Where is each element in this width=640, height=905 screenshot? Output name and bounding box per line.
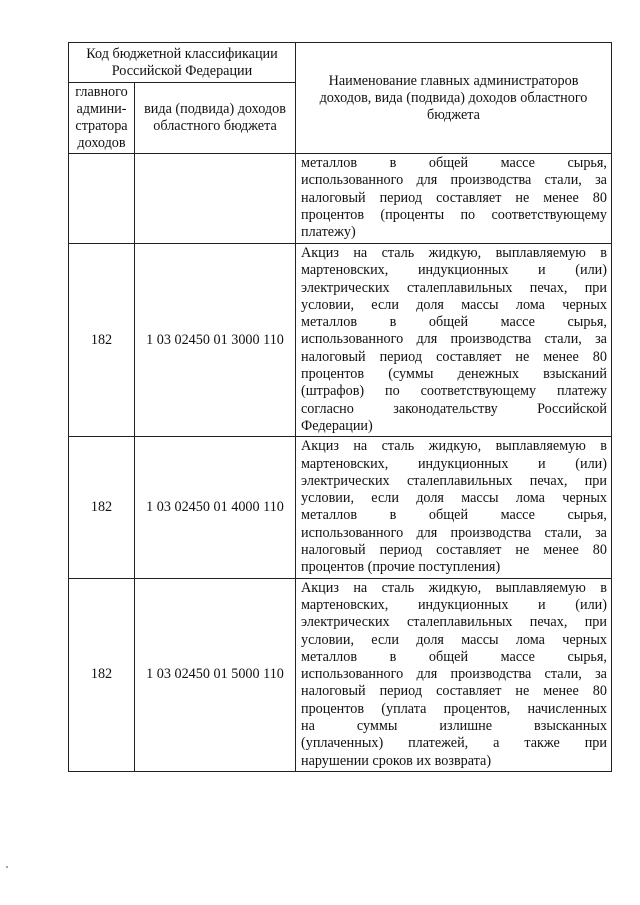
description-line: мартеновских, индукционных и (или) xyxy=(301,596,607,613)
header-admin-label: главного админи-стратора доходов xyxy=(75,84,128,151)
description-line: налоговый период составляет не менее 80 xyxy=(301,189,607,206)
table-row xyxy=(69,437,612,578)
description-line: налоговый период составляет не менее 80 xyxy=(301,542,607,559)
description-line: электрических сталеплавильных печах, при xyxy=(301,472,607,489)
description-line: металлов в общей массе сырья, xyxy=(301,314,607,331)
header-name-column: Наименование главных администраторов доходов, вида (подвида) доходов областного бюджета xyxy=(296,43,612,154)
table-body xyxy=(69,154,612,772)
description-line: мартеновских, индукционных и (или) xyxy=(301,262,607,279)
revenue-description-cell xyxy=(296,578,612,771)
description-line: использованного для производства стали, за xyxy=(301,524,607,541)
revenue-code-cell: 1 03 02450 01 4000 110 xyxy=(135,437,296,578)
header-admin-column xyxy=(69,83,135,154)
description-line: Акциз на сталь жидкую, выплавляемую в xyxy=(301,245,607,261)
description-line: условии, если доля массы лома черных xyxy=(301,296,607,313)
revenue-code-cell: 1 03 02450 01 3000 110 xyxy=(135,244,296,437)
admin-code-cell xyxy=(69,154,135,244)
table-row xyxy=(69,578,612,771)
description-line: налоговый период составляет не менее 80 xyxy=(301,348,607,365)
revenue-code-cell xyxy=(135,154,296,244)
budget-classification-table xyxy=(68,42,612,772)
description-line: металлов в общей массе сырья, xyxy=(301,507,607,524)
description-line: Федерации) xyxy=(301,417,373,434)
admin-code-cell: 182 xyxy=(69,578,135,771)
revenue-code-cell: 1 03 02450 01 5000 110 xyxy=(135,578,296,771)
description-line: мартеновских, индукционных и (или) xyxy=(301,455,607,472)
revenue-description-cell xyxy=(296,437,612,578)
description-line: электрических сталеплавильных печах, при xyxy=(301,279,607,296)
admin-code-cell: 182 xyxy=(69,437,135,578)
description-line: Акциз на сталь жидкую, выплавляемую в xyxy=(301,438,607,455)
description-line: процентов (уплата процентов, начисленных xyxy=(301,700,607,717)
description-line: (штрафов) по соответствующему платежу xyxy=(301,383,607,400)
revenue-description-cell xyxy=(296,244,612,437)
description-line: использованного для производства стали, за xyxy=(301,331,607,348)
description-line: процентов (прочие поступления) xyxy=(301,559,501,576)
header-group-title: Код бюджетной классификации Российской Федерации xyxy=(69,43,296,83)
table-row xyxy=(69,244,612,437)
header-code-column: вида (подвида) доходов областного бюджета xyxy=(135,83,296,154)
description-line: металлов в общей массе сырья, xyxy=(301,648,607,665)
description-line: согласно законодательству Российской xyxy=(301,400,607,417)
description-line: использованного для производства стали, за xyxy=(301,666,607,683)
description-line: металлов в общей массе сырья, xyxy=(301,155,607,171)
scan-speck xyxy=(6,866,8,868)
revenue-description-cell xyxy=(296,154,612,244)
description-line: налоговый период составляет не менее 80 xyxy=(301,683,607,700)
description-line: платежу) xyxy=(301,224,356,241)
description-line: на суммы излишне взысканных xyxy=(301,718,607,735)
description-line: Акциз на сталь жидкую, выплавляемую в xyxy=(301,579,607,596)
description-line: использованного для производства стали, за xyxy=(301,172,607,189)
description-line: условии, если доля массы лома черных xyxy=(301,490,607,507)
table-row xyxy=(69,154,612,244)
description-line: (уплаченных) платежей, а также при xyxy=(301,735,607,752)
admin-code-cell: 182 xyxy=(69,244,135,437)
description-line: процентов (суммы денежных взысканий xyxy=(301,366,607,383)
description-line: нарушении сроков их возврата) xyxy=(301,752,492,769)
description-line: процентов (проценты по соответствующему xyxy=(301,206,607,223)
description-line: условии, если доля массы лома черных xyxy=(301,631,607,648)
description-line: электрических сталеплавильных печах, при xyxy=(301,614,607,631)
